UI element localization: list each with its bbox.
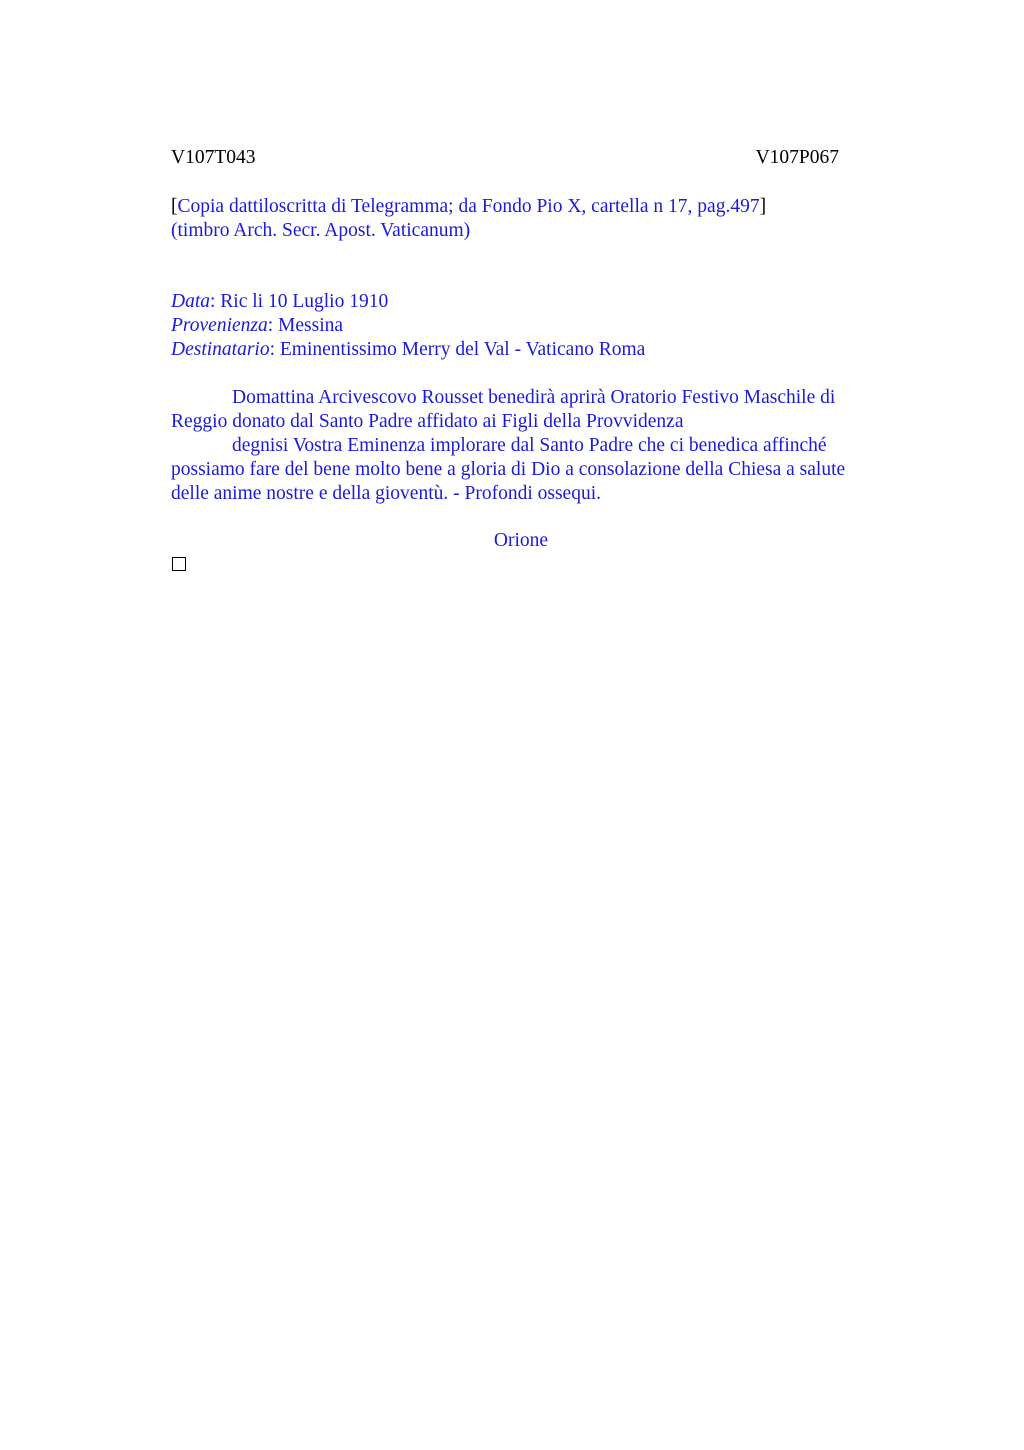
body-paragraph: Domattina Arcivescovo Rousset benedirà aprirà Oratorio Festivo Maschile di Reggio donato dal Santo Padre affidato ai Figli della Provvidenza	[171, 387, 836, 432]
origin-value: : Messina	[267, 315, 344, 336]
document-header	[171, 146, 839, 170]
close-bracket: ]	[759, 196, 767, 217]
origin-label: Provenienza	[171, 315, 268, 336]
date-label: Data	[171, 291, 210, 312]
document-page	[171, 146, 887, 571]
date-line	[171, 290, 887, 314]
source-description: Copia dattiloscritta di Telegramma; da Fondo Pio X, cartella n 17, pag.497	[177, 196, 760, 217]
recipient-label: Destinatario	[171, 339, 270, 360]
source-line	[171, 195, 887, 219]
date-value: : Ric li 10 Luglio 1910	[210, 291, 389, 312]
stamp-note: (timbro Arch. Secr. Apost. Vaticanum)	[171, 220, 471, 241]
end-of-document-box-icon	[172, 557, 186, 571]
source-note	[171, 195, 887, 243]
document-code-right: V107P067	[755, 147, 839, 168]
telegram-metadata	[171, 290, 887, 362]
recipient-value: : Eminentissimo Merry del Val - Vaticano Roma	[269, 339, 646, 360]
body-paragraph: degnisi Vostra Eminenza implorare dal Santo Padre che ci benedica affinché possiamo fare del bene molto bene a gloria di Dio a consolazione della Chiesa a salute delle anime nostre e della gioventù. - Profondi ossequi.	[171, 435, 846, 504]
open-bracket: [	[171, 196, 178, 217]
recipient-line	[171, 338, 887, 362]
origin-line	[171, 314, 887, 338]
signature: Orione	[493, 530, 549, 551]
telegram-body	[171, 386, 887, 506]
document-code-left: V107T043	[171, 147, 256, 168]
